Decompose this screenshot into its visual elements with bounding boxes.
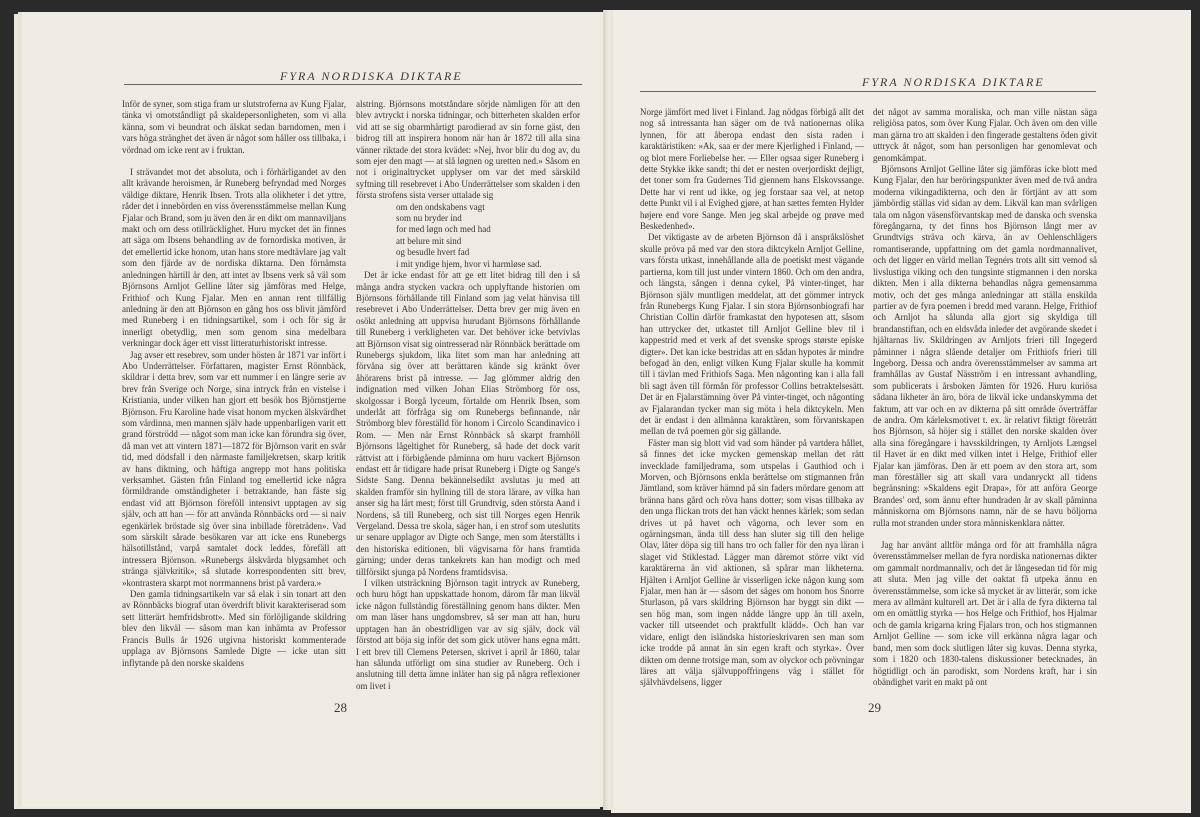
paragraph: Fäster man sig blott vid vad som händer på vartdera hållet, så finnes det icke mycken gemenskap mellan det rätt invecklade familjedrama, som utspelas i Gauthiod och i Morven, och Björnsons enkla berättelse om stigmannen från Jämtland, som kräver hämnd på sin faders mördare genom att bränna hans gård och röva hans dotter; som visas tillbaka av den unga flickan trots det han väckt hennes kärlek; som sedan drives ut på havet och vågorna, och lever som en ogärningsman, ända till dess han sluter sig till den helige Olav, låter döpa sig till hans tro och faller för den nya läran i slaget vid Stiklestad. Lägger man däremot större vikt vid karaktärerna än vid aktionen, så spårar man likheterna. Hjälten i Arnljot Gelline är visserligen icke någon kung som Fjalar, men han är — såsom det säges om honom hos Snorre Sturlason, på vars skildring Björnson har byggt sin dikt — sen hög man, som ingen nådde längre upp än till axeln, vacker till utseendet och praktfullt klädd». Och han var vidare, enligt den isländska historieskrivaren sen man som icke trodde på annat än sin egen kraft och styrka». Över dikten om denne trotsige man, som av olyckor och prövningar läres att välja självuppoffringens väg i stället för självhävdelsens, ligger: [640, 437, 864, 688]
paragraph: Det är icke endast för att ge ett litet bidrag till den i så många andra stycken vackra och upplyftande historien om Björnsons förhållande till Finland som jag velat hänvisa till resebrevet i Abo Underrättelser. Detta brev ger mig även en osökt anledning att uppvisa hurudant Björnsons förhållande till Runeberg i verkligheten var. Det behöver icke betvivlas att Björnson visat sig ointresserad när Rönnbäck berättade om Runebergs sjukdom, lika litet som man har anledning att förvåna sig över att berättaren kände sig kränkt över åhörarens brist på intresse. — Jag glömmer aldrig den indignation med vilken Johan Elias Strömborg för oss, skolgossar i Borgå lyceum, förtalde om Henrik Ibsen, som underlåt att förfråga sig om Runebergs befinnande, när Strömborg blev föreställd för honom i Circolo Scandinavico i Rom. — Men när Ernst Rönnbäck så skarpt framhöll Björnsons lågeltighet för Runeberg, så hade det dock varit rättvist att i förbigående påminna om huru vackert Björnson endast ett år tidigare hade prisat Runeberg i Digte og Sange's Sidste Sang. Denna bekännelsedikt avslutas ju med att skalden framför sin hyllning till de stora lärare, av vilka han anser sig ha lärt mest; först till Grundtvig, sden största Aand i Nordens, så till Runeberg, och sist till Norges egen Henrik Vergeland. Dessa tre skola, säger han, i en strof som uteslutits ur senare upplagor av Digte och Sange, men som återställts i den historiska editionen, bli vägvisarna för hans framtida gärning; under deras tankekrets kan han modigt och med tillförsikt sjunga på Nordens framtidsvisa.: [356, 270, 580, 577]
paragraph: det något av samma moraliska, och man ville nästan säga religiösa patos, som över Kung Fjalar. Och även om den ville man gärna tro att skalden i den fingerade gestaltens öden givit uttryck åt något, som han personligen har genomlevat och genomkämpat.: [873, 107, 1097, 163]
header-rule-right: [640, 91, 1096, 92]
paragraph: I vilken utsträckning Björnson tagit intryck av Runeberg, och huru högt han uppskattade honom, därom får man likväl icke någon fullständig föreställning genom hans dikter. Men om man läser hans ungdomsbrev, så ser man att han, huru upptagen han än obestridligen var av sig själv, dock väl förstod att böja sig inför det som gick utöver hans egna mått. I ett brev till Clemens Petersen, skrivet i april år 1860, talar han sålunda utförligt om sina studier av Runeberg. Och i anslutning till detta ämne inläter han sig på några reflexioner om livet i: [356, 578, 580, 691]
paragraph: Inför de syner, som stiga fram ur slutstroferna av Kung Fjalar, tänka vi omotståndligt på skaldepersonligheten, som vi alla känna, som vi beundrat och älskat sedan barndomen, men i vars höga stränghet det även är något som håller oss tillbaka, i vördnad om icke rent av i fruktan.: [122, 99, 346, 155]
paragraph: Jag har använt alltför många ord för att framhålla några överensstämmelser mellan de fyra nordiska nationernas dikter om gammalt nordmannaliv, och det är långesedan tid för mig att sluta. Men jag ville det oaktat få utpeka ännu en överensstämmelse, som icke så mycket är av litterär, som icke mera av allmänt kulturell art. Det är i alla de fyra dikterna tal om en omättlig styrka — hos Helge och Frithiof, hos Hjalmar och de gamla krigarna kring Fjalars tron, och hos stigmannen Arnljot Gelline — som icke vill erkänna några lagar och band, men som dock slutligen låter sig kuvas. Denna styrka, som i 1820 och 1830-talens diskussioner betecknades, än högtidligt och än parodiskt, som Nordens kraft, har i sin obändighet varit en makt på ont: [873, 540, 1097, 687]
paragraph: Björnsons Arnljot Gelline låter sig jämföras icke blott med Kung Fjalar, den har beröringspunkter även med de två andra moderna vikingadikterna, och den är förtjänt av att som jämbördig ställas vid sidan av dem. Likväl kan man svårligen tala om någon väsensförvantskap med de danska och svenska föregångarna, ty det finns hos Björnson långt mer av Grundtvigs sträva och kärva, än av Oehlenschlägers romantiserande, uppfattning om det gamla nordmannalivet, och det ligger en värld mellan Tegnérs trots allt sitt vemod så livslustiga viking och den tungsinte stigmannen i den norska dikten. Men i alla dikterna behandlas några gemensamma motiv, och det ges många anledningar att ställa enskilda partier av de fyra poemen i bredd med varann. Helge, Frithiof och Arnljot ha sålunda alla gjort sig skyldiga till brandanstiftan, och en eldsvåda inleder det avgörande skedet i hjältarnas liv. Skildringen av Arnljots frieri till Ingegerd påminner i några slående detaljer om Frithiofs frieri till Ingeborg. Dessa och andra överensstämmelser av samma art framhållas av Gustaf Näsström i en intressant avhandling, som publicerats i årsboken Jämten för 1926. Huru kuriösa sådana likheter än äro, böra de likväl icke undanskymma det faktum, att var och en av dikterna på sitt område överträffar de andra. Om kärleksmotivet t. ex. är relativt fiktigt företrätt hos Björnson, så höjer sig i stället den norske skalden över alla sina föregångare i havsskildringen, ty Arnljots Længsel til Havet är en dikt med vilken intet i Helge, Frithiof eller Fjalar kan jämföras. Den är ett poem av den stora art, som man föreställer sig att skall vara undanryckt all tidens begränsning: »Skaldens egit Drapa», för att anföra George Brandes' ord, som ännu efter hundraden år av skall påminna människorna om Björnsons namn, när de se havu böljorna rulla mot stranden under stora människenklara nätter.: [873, 164, 1097, 528]
verse-line: i mit yndige hjem, hvor vi harmløse sad.: [396, 258, 542, 269]
verse-line: for med løgn och med had: [396, 224, 491, 235]
paragraph: Norge jämfört med livet i Finland. Jag nödgas förbigå allt det nog så intressanta han säger om de två nationernas olika lynnen, för att åberopa endast den sista raden i karaktäristiken: »Ak, saa er der mere Kjerlighed i Finland, — og blot mere Forliebelse her. — Eller ogsaa siger Runeberg i dette Stykke ikke sandt; thi det er nesten overjordiskt dejligt, det toner som fra Gudernes Tid gjennem hans Elskovssange. Dette har vi rent ud ikke, og jeg forstaar saa vel, at netop dette Punkt vil i al Evighed gjøre, at han sættes femten Hylder højere end vore Sange. Men jeg skal arbejde og prøve med Beskedenhed».: [640, 107, 864, 232]
paragraph: Jag avser ett resebrev, som under hösten år 1871 var infört i Abo Underrättelser. Författaren, magister Ernst Rönnbäck, skildrar i detta brev, som var ett nummer i en längre serie av brev från Sverige och Norge, sina intryck från en vistelse i Kristiania, under vilken han gjort ett besök hos Björnstjerne Björnson. Fru Karoline hade visat honom mycken älskvärdhet som värdinna, men mannen själv hade uppenbarligen varit ett grand förströdd — något som man icke kan förundra sig över, då man vet att vintern 1871—1872 för Björnson varit en svår tid, med dödsfall i den närmaste familjekretsen, skarp kritik av hans diktning, och häftiga angrepp mot hans politiska verksamhet. Gästen från Finland tog emellertid icke några förmildrande omständigheter i betraktande, han fäste sig endast vid att Björnson föreföll intensivt upptagen av sig själv, och att han — för att använda Rönnbäcks ord — si naiv egenkärlek bröstade sig över sina inbillade företräden». Vad som särskilt sårade besökaren var att icke ens Runebergs hälsotillstånd, varpå samtalet dock leddes, förefäll att intressera Björnson. »Runebergs älskvärda blygsamhet och stränga självkritik», så slutade korrespondenten sitt brev, »kontrastera skarpt mot norrmannens brist på vardera.»: [122, 349, 346, 588]
header-rule-left: [124, 84, 582, 85]
paragraph: I strävandet mot det absoluta, och i förhärligandet av den allt krävande heroismen, är Runeberg befryndad med Norges väldige diktare, Henrik Ibsen. Trots alla olikheter i det yttre, råder det i innebörden en viss överensstämmelse mellan Kung Fjalar och Brand, som ju även den är en dikt om mannaviljans makt och om dess otillräcklighet. Huru mycket det än finnes att säga om Ibsens behandling av de fornordiska motiven, är det emellertid icke honom, utan hans store medtävlare jag valt som den fjärde av de nordiska diktarna. Den förnämsta anledningen härtill är den, att intet av Ibsens verk så väl som Björnsons Arnljot Gelline låter sig jämföras med Helge, Frithiof och Kung Fjalar. Men en annan rent tillfällig anledning är den att Björnson en gång hos oss blivit jämförd med Runeberg i en tidningsartikel, som i och för sig är innerligt obetydlig, men som genom sina medelbara verkningar dock äger ett visst litteraturhistoriskt intresse.: [122, 167, 346, 349]
paragraph: alstring. Björnsons motståndare sörjde nämligen för att den blev avtryckt i norska tidningar, och bitterheten skalden erfor vid att se sig obarmhärtigt parodierad av sin forne gäst, den bidrog till att inspirera honom när han år 1872 till alla sina vänner riktade det stora kvädet: »Nej, hvor blir du dog av, du som ejer den magt — at slå løgnen og uretten ned.» Såsom en not i originaltrycket upplyser om var det med särskild syftning till resebrevet i Abo Underrättelser som skalden i den första strofens sista verser uttalade sig: [356, 99, 580, 201]
book-gutter: [603, 10, 613, 810]
running-head-left: FYRA NORDISKA DIKTARE: [280, 69, 463, 83]
paragraph: Det viktigaste av de arbeten Björnson då i anspråkslöshet skulle pröva på med var den stora diktcykeln Arnljot Gelline, vars första utkast, innehållande alla de poetiskt mest vägande partierna, kom till just under vintern 1860. Och om den andra, och längsta, sången i denna cykel, På vinter-tinget, har Björnson själv muntligen meddelat, att det gömmer intryck från Runebergs Kung Fjalar. I sin stora Björnsonbiografi har Christian Collin därför framkastat den hypotesen att, såsom han uttrycker det, utkastet till Arnljot Gelline blev til i kappestrid med et verk af det svenske sprogs største episke digter». Det kan icke bestridas att en sådan hypotes är mindre befogad än den, enligt vilken Kung Fjalar skulle ha kommit till i tävlan med Frithiofs Saga. Men någonting kan i alla fall bli sagt även till förmån för professor Collins betraktelsesätt. Det är en Fjalarstämning över På vinter-tinget, och någonting av Fjalarandan tycker man sig möta i hela diktcykeln. Men det är endast i den allmänna karaktären, som förvantskapen mellan de två poemen gör sig gällande.: [640, 232, 864, 437]
page-number-right: 29: [868, 700, 881, 715]
paragraph: Den gamla tidningsartikeln var så elak i sin tonart att den av Rönnbäcks biograf utan överdrift blivit karakteriserad som sett litterärt hemfridsbrott». Med sin förlöjligande skildring blev den likväl — såsom man kan inhämta av Professor Francis Bulls år 1926 utgivna historiskt kommenterade upplaga av Björnsons Samlede Digte — icke utan sitt inflytande på den norske skaldens: [122, 589, 346, 668]
column-3: [640, 107, 864, 689]
verse-line: om den ondskabens vagt: [396, 201, 485, 212]
page-number-left: 28: [334, 700, 347, 715]
verse-line: som nu bryder ind: [396, 213, 462, 224]
column-1: [122, 99, 346, 669]
running-head-right: FYRA NORDISKA DIKTARE: [862, 75, 1045, 89]
verse-line: og besudle hvert fad: [396, 247, 470, 258]
column-4: [873, 107, 1097, 688]
column-2: [356, 99, 580, 692]
verse-line: att belure mit sind: [396, 235, 462, 246]
verse-quote: [396, 202, 580, 270]
